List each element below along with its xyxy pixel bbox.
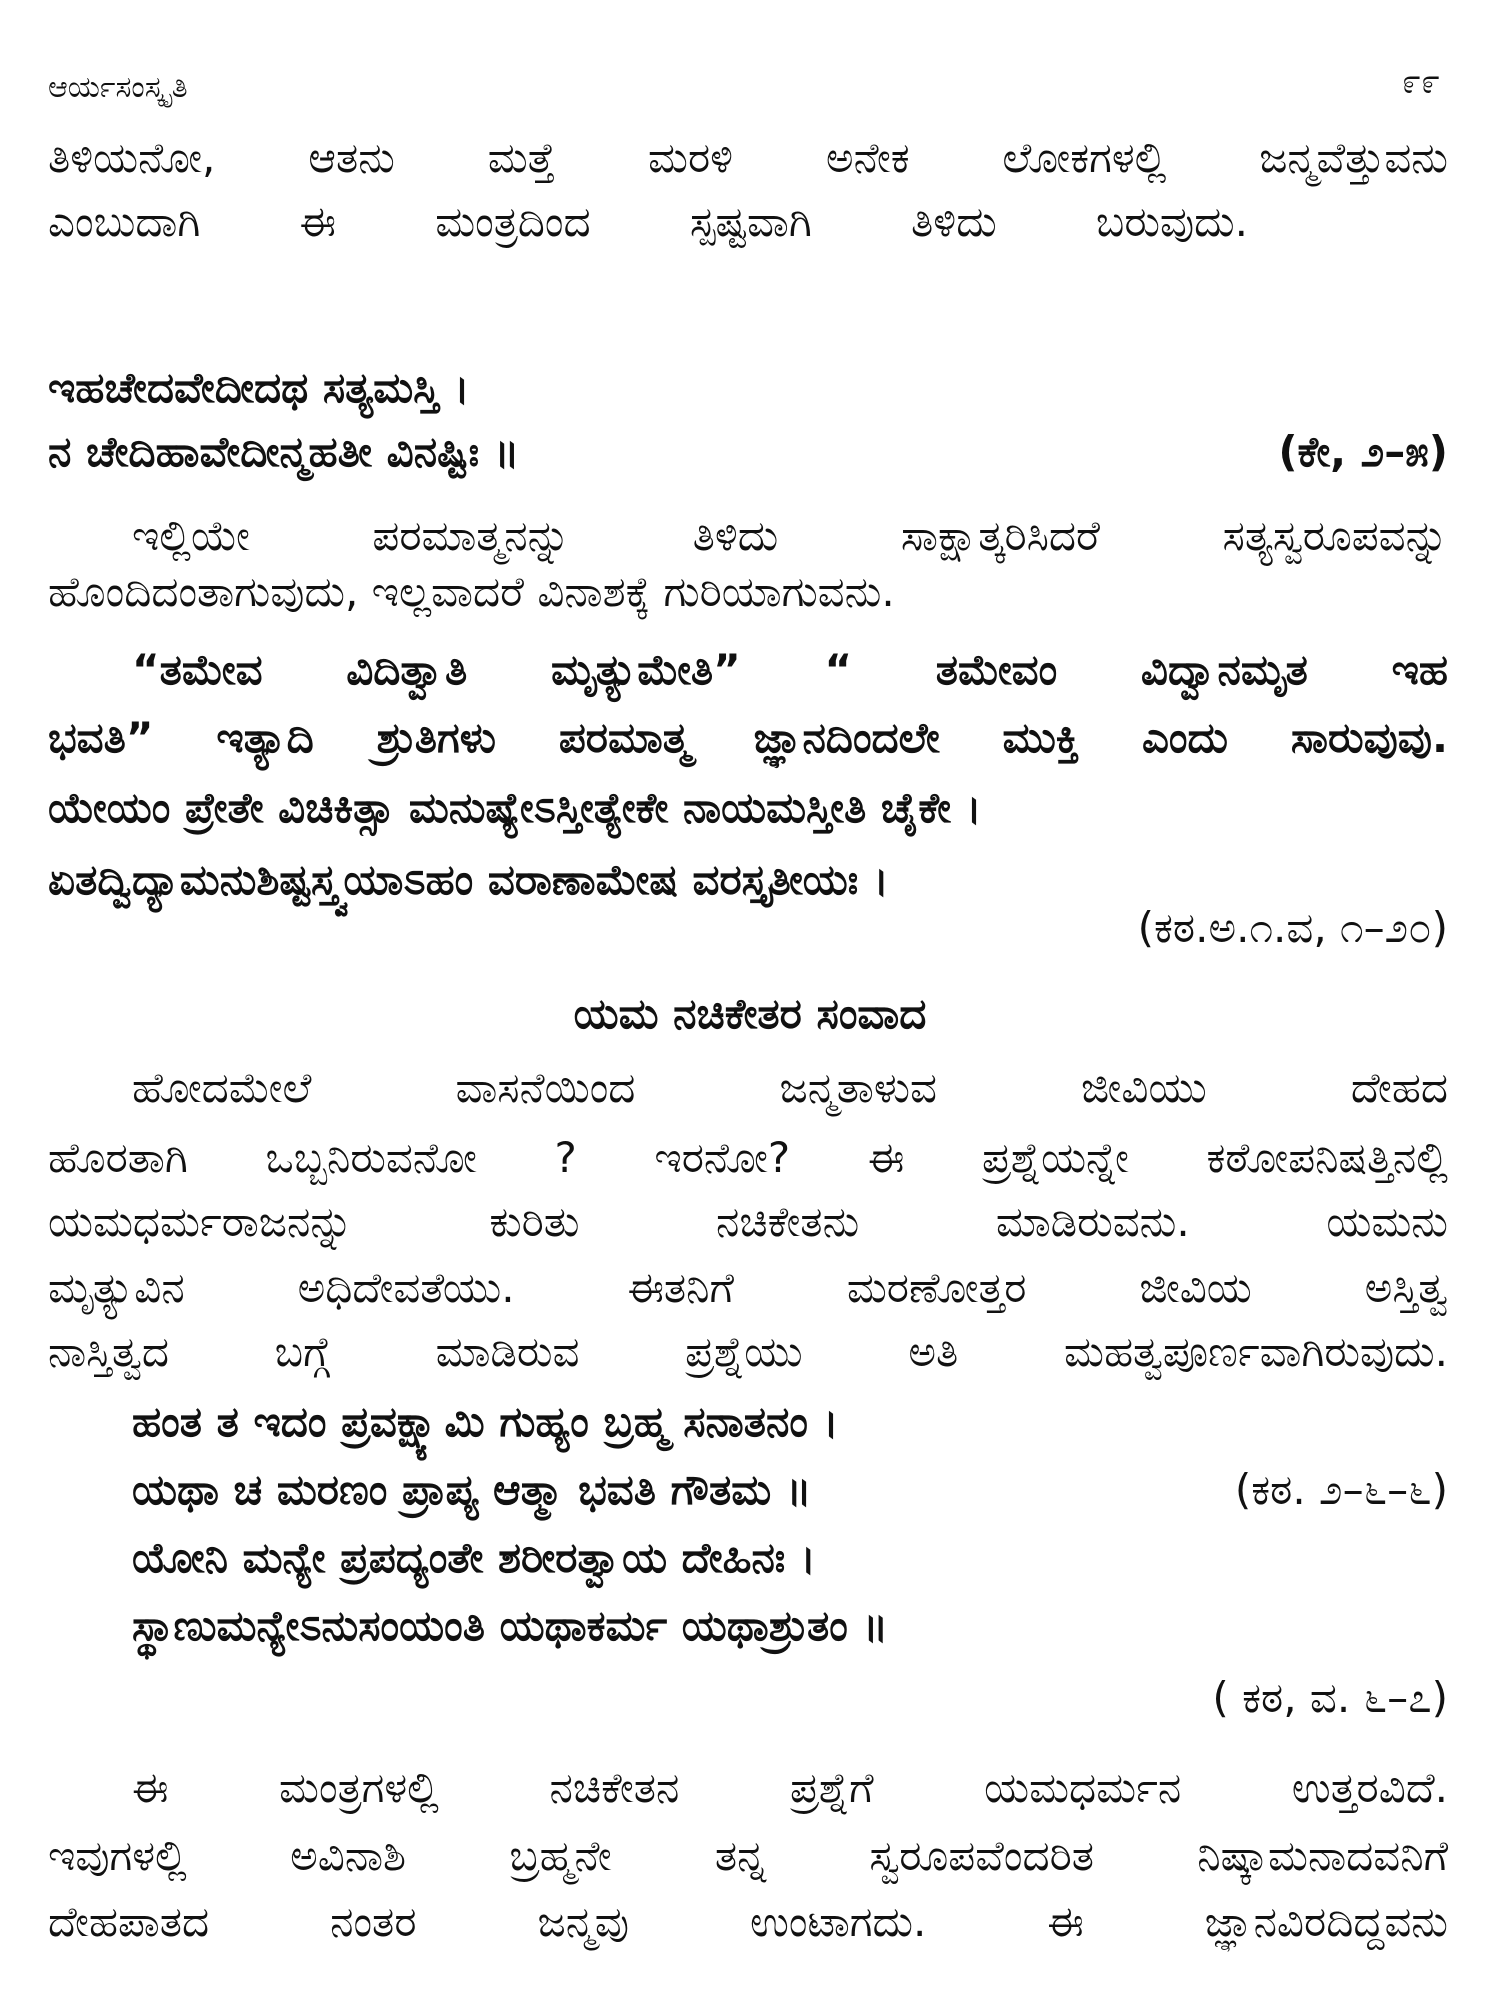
para3-line2: ಭವತಿ” ಇತ್ಯಾದಿ ಶ್ರುತಿಗಳು ಪರಮಾತ್ಮ ಜ್ಞಾನದಿಂದಲೇ ಮುಕ್ತಿ ಎಂದು ಸಾರುವುವು. [48, 713, 1448, 762]
verse2-line2: ಏತದ್ವಿದ್ಯಾಮನುಶಿಷ್ಟಸ್ತ್ವಯಾಽಹಂ ವರಾಣಾಮೇಷ ವರಸ್ತೃತೀಯಃ । [48, 855, 889, 904]
verse3-line1: ಹಂತ ತ ಇದಂ ಪ್ರವಕ್ಷ್ಯಾಮಿ ಗುಹ್ಯಂ ಬ್ರಹ್ಮ ಸನಾತನಂ । [132, 1397, 839, 1446]
verse1-line1: ಇಹಚೇದವೇದೀದಥ ಸತ್ಯಮಸ್ತಿ । [48, 363, 470, 412]
para4-line4: ಮೃತ್ಯುವಿನ ಅಧಿದೇವತೆಯು. ಈತನಿಗೆ ಮರಣೋತ್ತರ ಜೀವಿಯ ಅಸ್ತಿತ್ವ [48, 1263, 1448, 1312]
para4-line5: ನಾಸ್ತಿತ್ವದ ಬಗ್ಗೆ ಮಾಡಿರುವ ಪ್ರಶ್ನೆಯು ಅತಿ ಮಹತ್ವಪೂರ್ಣವಾಗಿರುವುದು. [48, 1327, 1448, 1376]
para4-line1: ಹೋದಮೇಲೆ ವಾಸನೆಯಿಂದ ಜನ್ಮತಾಳುವ ಜೀವಿಯು ದೇಹದ [132, 1063, 1448, 1112]
para5-line1: ಈ ಮಂತ್ರಗಳಲ್ಲಿ ನಚಿಕೇತನ ಪ್ರಶ್ನೆಗೆ ಯಮಧರ್ಮನ ಉತ್ತರವಿದೆ. [132, 1763, 1448, 1812]
para2-line1: ಇಲ್ಲಿಯೇ ಪರಮಾತ್ಮನನ್ನು ತಿಳಿದು ಸಾಕ್ಷಾತ್ಕರಿಸಿದರೆ ಸತ್ಯಸ್ವರೂಪವನ್ನು [132, 511, 1448, 560]
para5-line3: ದೇಹಪಾತದ ನಂತರ ಜನ್ಮವು ಉಂಟಾಗದು. ಈ ಜ್ಞಾನವಿರದಿದ್ದವನು [48, 1897, 1448, 1946]
verse2-line1: ಯೇಯಂ ಪ್ರೇತೇ ವಿಚಿಕಿತ್ಸಾ ಮನುಷ್ಯೇಽಸ್ತೀತ್ಯೇಕೇ ನಾಯಮಸ್ತೀತಿ ಚೈಕೇ । [48, 783, 982, 832]
page-number: ೯೯ [1401, 62, 1440, 102]
para5-line2: ಇವುಗಳಲ್ಲಿ ಅವಿನಾಶಿ ಬ್ರಹ್ಮನೇ ತನ್ನ ಸ್ವರೂಪವೆಂದರಿತ ನಿಷ್ಕಾಮನಾದವನಿಗೆ [48, 1831, 1448, 1880]
verse1-line2: ನ ಚೇದಿಹಾವೇದೀನ್ಮಹತೀ ವಿನಷ್ಟಿಃ ॥ [48, 427, 520, 476]
para4-line3: ಯಮಧರ್ಮರಾಜನನ್ನು ಕುರಿತು ನಚಿಕೇತನು ಮಾಡಿರುವನು. ಯಮನು [48, 1197, 1448, 1246]
para4-line2: ಹೊರತಾಗಿ ಒಬ್ಬನಿರುವನೋ ? ಇರನೋ? ಈ ಪ್ರಶ್ನೆಯನ್ನೇ ಕಠೋಪನಿಷತ್ತಿನಲ್ಲಿ [48, 1133, 1448, 1182]
verse3-line2: ಯಥಾ ಚ ಮರಣಂ ಪ್ರಾಪ್ಯ ಆತ್ಮಾ ಭವತಿ ಗೌತಮ ॥ [132, 1465, 812, 1514]
verse3-reference: ( ಕಠ, ವ. ೬–೭) [1212, 1673, 1448, 1722]
section-heading: ಯಮ ನಚಿಕೇತರ ಸಂವಾದ [573, 989, 927, 1038]
verse3-line3: ಯೋನಿ ಮನ್ಯೇ ಪ್ರಪದ್ಯಂತೇ ಶರೀರತ್ವಾಯ ದೇಹಿನಃ । [132, 1533, 816, 1582]
para1-line2: ಎಂಬುದಾಗಿ ಈ ಮಂತ್ರದಿಂದ ಸ್ಪಷ್ಟವಾಗಿ ತಿಳಿದು ಬರುವುದು. [48, 197, 1248, 246]
running-title: ಆರ್ಯಸಂಸ್ಕೃತಿ [48, 70, 188, 105]
para3-line1: “ತಮೇವ ವಿದಿತ್ವಾತಿ ಮೃತ್ಯುಮೇತಿ” “ ತಮೇವಂ ವಿದ್ವಾನಮೃತ ಇಹ [132, 645, 1448, 694]
verse3-line4: ಸ್ಥಾಣುಮನ್ಯೇಽನುಸಂಯಂತಿ ಯಥಾಕರ್ಮ ಯಥಾಶ್ರುತಂ ॥ [132, 1601, 889, 1650]
verse1-reference: (ಕೇ, ೨–೫) [1278, 427, 1448, 476]
para1-line1: ತಿಳಿಯನೋ, ಆತನು ಮತ್ತೆ ಮರಳಿ ಅನೇಕ ಲೋಕಗಳಲ್ಲಿ ಜನ್ಮವೆತ್ತುವನು [48, 133, 1448, 182]
verse3-line2-reference: (ಕಠ. ೨–೬–೬) [1234, 1465, 1448, 1514]
verse2-reference: (ಕಠ.ಅ.೧.ವ, ೧–೨೦) [1137, 903, 1448, 952]
para2-line2: ಹೊಂದಿದಂತಾಗುವುದು, ಇಲ್ಲವಾದರೆ ವಿನಾಶಕ್ಕೆ ಗುರಿಯಾಗುವನು. [48, 567, 895, 616]
